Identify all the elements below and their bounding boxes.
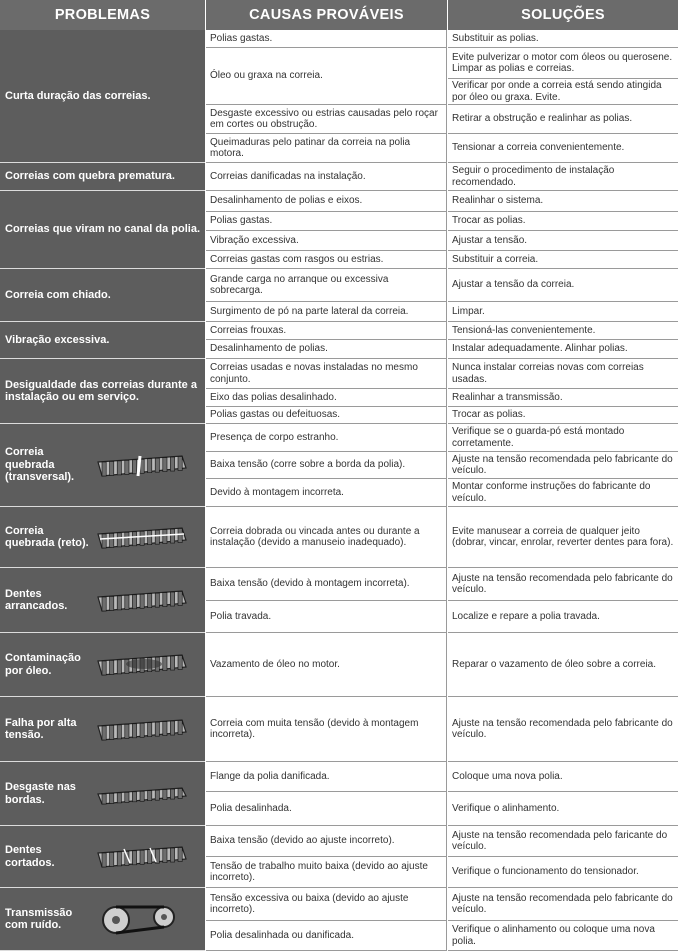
cause-cell <box>206 251 447 269</box>
solution-cell-text: Ajustar a tensão. <box>452 234 528 246</box>
problem-label: Correia quebrada (reto). <box>5 524 89 549</box>
solution-cell-text: Trocar as polias. <box>452 215 526 227</box>
cause-cell <box>206 601 447 633</box>
cause-cell <box>206 163 447 191</box>
cause-cell <box>206 134 447 163</box>
solution-cell <box>448 826 678 857</box>
solution-cell <box>448 322 678 340</box>
cause-cell-text: Polia desalinhada ou danificada. <box>210 929 354 941</box>
cause-cell <box>206 30 447 48</box>
cause-cell-text: Surgimento de pó na parte lateral da correia. <box>210 305 409 317</box>
solution-cell <box>448 269 678 302</box>
solution-cell <box>448 359 678 389</box>
cause-cell <box>206 697 447 762</box>
cause-cell <box>206 826 447 857</box>
solution-cell-text: Evite pulverizar o motor com óleos ou querosene. Limpar as polias e correias. <box>452 51 673 74</box>
solution-cell <box>448 792 678 826</box>
cause-cell <box>206 191 447 212</box>
solution-cell <box>448 191 678 212</box>
problem-cell <box>0 322 205 359</box>
solution-cell <box>448 697 678 762</box>
problem-cell <box>0 507 205 568</box>
solution-cell <box>448 105 678 134</box>
problem-label: Correia quebrada (transversal). <box>5 446 75 484</box>
problem-cell <box>0 568 205 633</box>
solution-cell <box>448 407 678 424</box>
cause-cell <box>206 568 447 601</box>
cause-cell-text: Polia desalinhada. <box>210 802 292 814</box>
cause-cell-text: Polias gastas. <box>210 215 273 227</box>
cause-cell <box>206 633 447 697</box>
problem-label: Falha por alta tensão. <box>5 716 77 741</box>
solution-cell-text: Reparar o vazamento de óleo sobre a correia. <box>452 658 657 670</box>
solution-cell-text: Verifique o alinhamento ou coloque uma nova polia. <box>452 924 655 947</box>
cause-cell-text: Desalinhamento de polias. <box>210 343 328 355</box>
problem-label: Curta duração das correias. <box>5 89 151 102</box>
cause-cell-text: Tensão excessiva ou baixa (devido ao ajuste incorreto). <box>210 892 409 915</box>
solution-cell <box>448 762 678 792</box>
problem-cell <box>0 888 205 951</box>
solution-cell <box>448 79 678 105</box>
cause-cell-text: Grande carga no arranque ou excessiva sobrecarga. <box>210 273 389 296</box>
problem-cell <box>0 269 205 322</box>
cause-cell-text: Eixo das polias desalinhado. <box>210 391 337 403</box>
cause-cell-text: Vibração excessiva. <box>210 234 299 246</box>
solution-cell-text: Instalar adequadamente. Alinhar polias. <box>452 343 628 355</box>
solution-cell <box>448 507 678 568</box>
solution-cell <box>448 921 678 951</box>
cause-cell-text: Baixa tensão (corre sobre a borda da polia). <box>210 459 406 471</box>
broken-belt-straight-icon <box>94 520 190 556</box>
solution-cell-text: Verifique o funcionamento do tensionador. <box>452 866 639 878</box>
solution-cell-text: Seguir o procedimento de instalação recomendado. <box>452 165 615 188</box>
solution-cell-text: Verificar por onde a correia está sendo atingida por óleo ou graxa. Evite. <box>452 80 662 103</box>
solution-cell-text: Ajuste na tensão recomendada pelo fabricante do veículo. <box>452 892 673 915</box>
cause-cell <box>206 452 447 479</box>
cause-cell <box>206 212 447 231</box>
cause-cell <box>206 857 447 888</box>
problem-label: Correia com chiado. <box>5 288 111 301</box>
problem-cell <box>0 191 205 269</box>
cause-cell <box>206 231 447 251</box>
cause-cell <box>206 888 447 921</box>
cause-cell-text: Desalinhamento de polias e eixos. <box>210 195 363 207</box>
solution-cell-text: Retirar a obstrução e realinhar as polias. <box>452 113 633 125</box>
cause-cell-text: Baixa tensão (devido ao ajuste incorreto). <box>210 835 395 847</box>
cause-cell <box>206 479 447 507</box>
cause-cell <box>206 507 447 568</box>
cause-cell-text: Correias gastas com rasgos ou estrias. <box>210 253 384 265</box>
cause-cell <box>206 269 447 302</box>
cause-cell <box>206 424 447 452</box>
cause-cell <box>206 921 447 951</box>
cause-cell <box>206 407 447 424</box>
solution-cell <box>448 857 678 888</box>
problem-cell <box>0 163 205 191</box>
cause-cell-text: Desgaste excessivo ou estrias causadas pelo roçar em cortes ou obstrução. <box>210 107 438 130</box>
cause-cell-text: Correias frouxas. <box>210 324 287 336</box>
cause-cell <box>206 48 447 105</box>
problem-label: Desigualdade das correias durante a instalação ou em serviço. <box>5 378 197 403</box>
problem-label: Transmissão com ruído. <box>5 906 73 931</box>
solution-cell-text: Ajuste na tensão recomendada pelo fabricante do veículo. <box>452 572 673 595</box>
solution-cell-text: Verifique se o guarda-pó está montado corretamente. <box>452 426 625 449</box>
solution-cell-text: Substituir as polias. <box>452 32 539 44</box>
cause-cell <box>206 322 447 340</box>
cause-cell-text: Correias usadas e novas instaladas no mesmo conjunto. <box>210 362 418 385</box>
header-causes: CAUSAS PROVÁVEIS <box>206 0 447 30</box>
problem-cell <box>0 762 205 826</box>
solution-cell <box>448 48 678 79</box>
noisy-transmission-pulley-icon <box>94 902 190 938</box>
solution-cell-text: Tensionar a correia convenientemente. <box>452 142 625 154</box>
cause-cell <box>206 762 447 792</box>
cause-cell-text: Baixa tensão (devido à montagem incorreta). <box>210 578 410 590</box>
solution-cell <box>448 231 678 251</box>
problem-cell <box>0 424 205 507</box>
cause-cell-text: Correia dobrada ou vincada antes ou durante a instalação (devido a manuseio inadequado). <box>210 525 420 548</box>
solution-cell-text: Montar conforme instruções do fabricante do veículo. <box>452 481 651 504</box>
problem-label: Correias que viram no canal da polia. <box>5 223 201 236</box>
solution-cell-text: Realinhar a transmissão. <box>452 391 563 403</box>
solution-cell <box>448 302 678 322</box>
problem-cell <box>0 826 205 888</box>
edge-wear-belt-icon <box>94 776 190 812</box>
solution-cell-text: Evite manusear a correia de qualquer jeito (dobrar, vincar, enrolar, reverter dentes para fora). <box>452 525 674 548</box>
cause-cell-text: Queimaduras pelo patinar da correia na polia motora. <box>210 136 411 159</box>
solution-cell-text: Tensioná-las convenientemente. <box>452 324 596 336</box>
high-tension-failure-belt-icon <box>94 712 190 748</box>
solution-cell <box>448 479 678 507</box>
header-solutions: SOLUÇÕES <box>448 0 678 30</box>
solution-cell <box>448 633 678 697</box>
cause-cell-text: Presença de corpo estranho. <box>210 431 339 443</box>
solution-cell <box>448 568 678 601</box>
cause-cell-text: Óleo ou graxa na correia. <box>210 70 323 82</box>
solution-cell-text: Trocar as polias. <box>452 409 526 421</box>
cause-cell-text: Polia travada. <box>210 610 272 622</box>
cause-cell-text: Correia com muita tensão (devido à montagem incorreta). <box>210 717 419 740</box>
solution-cell-text: Ajustar a tensão da correia. <box>452 279 575 291</box>
problem-label: Contaminação por óleo. <box>5 652 81 677</box>
solution-cell <box>448 389 678 407</box>
problem-cell <box>0 30 205 163</box>
cause-cell-text: Tensão de trabalho muito baixa (devido ao ajuste incorreto). <box>210 860 428 883</box>
cause-cell <box>206 340 447 359</box>
cause-cell <box>206 792 447 826</box>
solution-cell <box>448 251 678 269</box>
solution-cell <box>448 212 678 231</box>
solution-cell-text: Ajuste na tensão recomendada pelo fabricante do veículo. <box>452 717 673 740</box>
problem-cell <box>0 359 205 424</box>
solution-cell <box>448 452 678 479</box>
solution-cell <box>448 424 678 452</box>
solution-cell <box>448 163 678 191</box>
header-problems: PROBLEMAS <box>0 0 205 30</box>
problem-label: Dentes cortados. <box>5 844 55 869</box>
solution-cell-text: Ajuste na tensão recomendada pelo fabricante do veículo. <box>452 453 673 476</box>
solution-cell-text: Localize e repare a polia travada. <box>452 610 600 622</box>
solution-cell <box>448 601 678 633</box>
cause-cell-text: Polias gastas ou defeituosas. <box>210 409 341 421</box>
oil-contaminated-belt-icon <box>94 647 190 683</box>
solution-cell-text: Verifique o alinhamento. <box>452 802 560 814</box>
cause-cell-text: Devido à montagem incorreta. <box>210 486 344 498</box>
solution-cell-text: Substituir a correia. <box>452 253 539 265</box>
solution-cell-text: Ajuste na tensão recomendada pelo faricante do veículo. <box>452 829 668 852</box>
cause-cell-text: Polias gastas. <box>210 32 273 44</box>
cause-cell-text: Flange da polia danificada. <box>210 770 330 782</box>
cause-cell-text: Correias danificadas na instalação. <box>210 170 366 182</box>
solution-cell-text: Coloque uma nova polia. <box>452 770 563 782</box>
solution-cell-text: Nunca instalar correias novas com correias usadas. <box>452 362 644 385</box>
cut-teeth-belt-icon <box>94 839 190 875</box>
cause-cell <box>206 389 447 407</box>
problem-label: Desgaste nas bordas. <box>5 781 76 806</box>
solution-cell <box>448 888 678 921</box>
cause-cell <box>206 105 447 134</box>
stripped-teeth-belt-icon <box>94 583 190 619</box>
solution-cell-text: Realinhar o sistema. <box>452 195 544 207</box>
solution-cell <box>448 340 678 359</box>
problem-cell <box>0 633 205 697</box>
problem-label: Vibração excessiva. <box>5 333 110 346</box>
cause-cell-text: Vazamento de óleo no motor. <box>210 658 340 670</box>
problem-cell <box>0 697 205 762</box>
problem-label: Dentes arrancados. <box>5 587 68 612</box>
solution-cell <box>448 30 678 48</box>
problem-label: Correias com quebra prematura. <box>5 170 175 183</box>
solution-cell <box>448 134 678 163</box>
solution-cell-text: Limpar. <box>452 305 485 317</box>
cause-cell <box>206 302 447 322</box>
broken-belt-transversal-icon <box>94 448 190 484</box>
cause-cell <box>206 359 447 389</box>
